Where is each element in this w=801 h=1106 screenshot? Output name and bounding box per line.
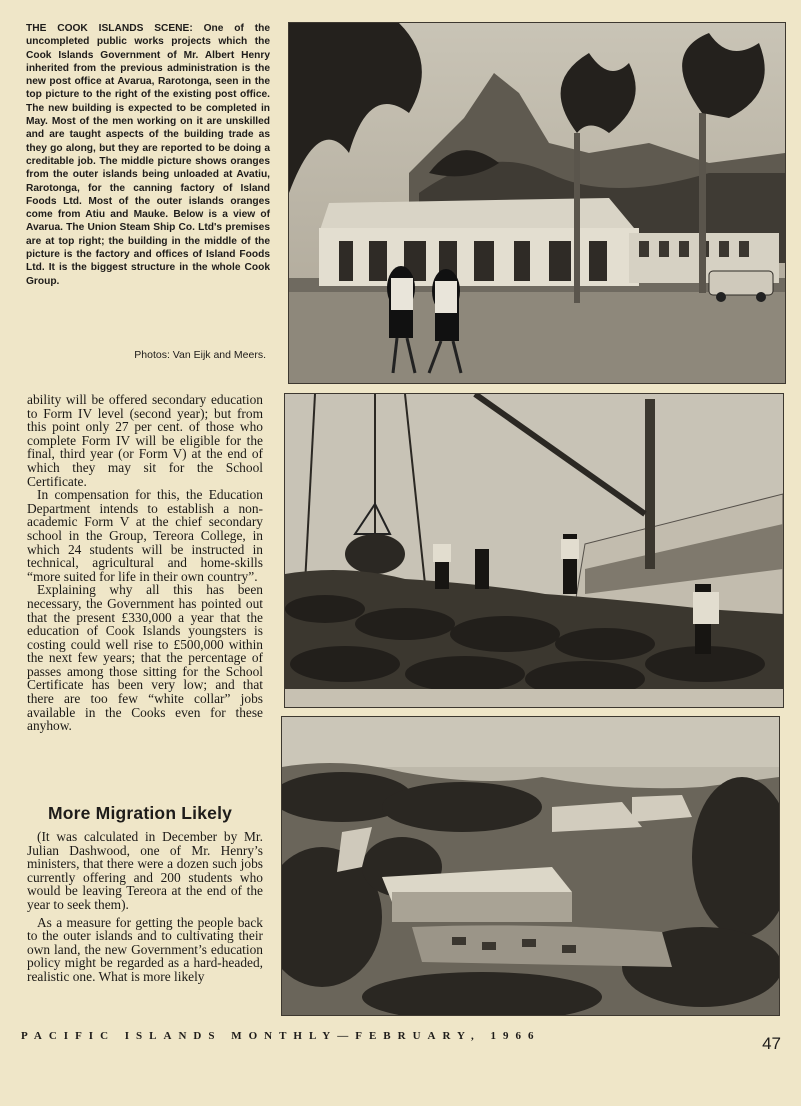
post-office-photo xyxy=(288,22,786,384)
article-paragraph: ability will be offered secondary education to Form IV level (second year); but from this point only 27 per cent. of those who complete Form IV will be eligible for the final, third year (or Form V) at the end of which they may sit for the School Certificate. xyxy=(27,392,263,489)
caption-text: One of the uncompleted public works projects which the Cook Islands Government of Mr. Albert Henry inherited from the previous administration is the new post office at Avarua, Rarotonga, seen in the top picture to the right of the existing post office. The new building is expected to be completed in May. Most of the men working on it are unskilled and are taught aspects of the building trade as they go along, but they are reported to be doing a creditable job. The middle picture shows oranges from the outer islands being unloaded at Avatiu, Rarotonga, for the canning factory of Island Foods Ltd. Most of the outer islands oranges come from Atiu and Mauke. Below is a view of Avarua. The Union Steam Ship Co. Ltd's premises are at top right; the building in the middle of the picture is the factory and offices of Island Foods Ltd. It is the biggest structure in the whole Cook Group. xyxy=(26,23,270,287)
article-paragraph: Explaining why all this has been necessary, the Government has pointed out that the present £330,000 a year that the education of Cook Islands youngsters is costing could well rise to £500,000 within the next few years; that the percentage of passes among those sitting for the School Certificate has been very low; and that there are too few “white collar” jobs available in the Cooks even for these anyhow. xyxy=(27,582,263,734)
caption-lead: THE COOK ISLANDS SCENE: xyxy=(26,23,193,34)
article-column-bottom xyxy=(27,830,263,984)
section-heading: More Migration Likely xyxy=(48,803,233,823)
article-paragraph: As a measure for getting the people back to the outer islands and to cultivating their own land, the new Government’s education policy might be regarded as a hard-headed, realistic one. What is more likely xyxy=(27,914,263,984)
footer-masthead: PACIFIC ISLANDS MONTHLY—FEBRUARY, 1966 xyxy=(21,1030,541,1042)
article-column-top xyxy=(27,393,263,733)
article-paragraph: In compensation for this, the Education Department intends to establish a non-academic Form V at the chief secondary school in the Group, Tereora College, in which 24 students will be instructed in technical, agricultural and home-skills “more suited for life in their own country”. xyxy=(27,487,263,584)
photo-credit: Photos: Van Eijk and Meers. xyxy=(134,349,266,361)
avarua-aerial-photo xyxy=(281,716,780,1016)
article-paragraph: (It was calculated in December by Mr. Julian Dashwood, one of Mr. Henry’s ministers, that there were a dozen such jobs currently offering and 200 students who would be leaving Tereora at the end of the year to seek them). xyxy=(27,829,263,912)
page-number: 47 xyxy=(762,1034,781,1053)
oranges-unloading-photo xyxy=(284,393,784,708)
photo-caption xyxy=(26,22,270,288)
page-footer xyxy=(21,1028,781,1052)
